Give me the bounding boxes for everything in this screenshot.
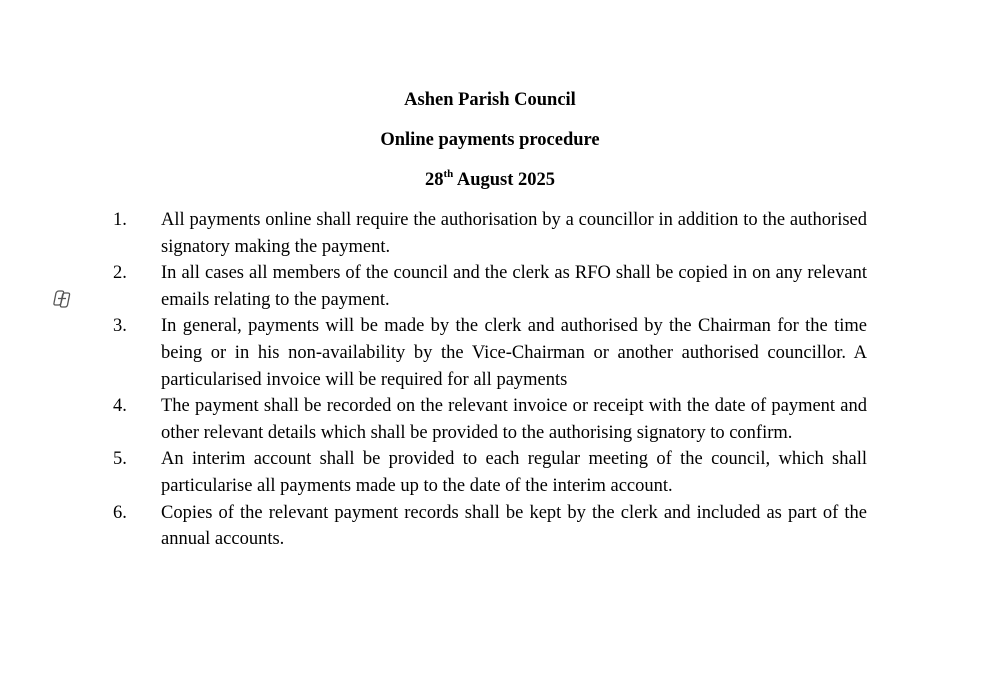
list-item bbox=[113, 207, 867, 260]
copilot-icon[interactable] bbox=[51, 289, 73, 309]
date-month-year: August 2025 bbox=[456, 170, 556, 190]
list-item-number: 2. bbox=[113, 263, 127, 284]
list-item-text: The payment shall be recorded on the relevant invoice or receipt with the date of payment and other relevant details which shall be provided to the authorising signatory to confirm. bbox=[161, 396, 867, 443]
list-item-text: Copies of the relevant payment records shall be kept by the clerk and included as part of the annual accounts. bbox=[161, 502, 867, 550]
list-item-number: 5. bbox=[113, 449, 127, 470]
list-item-text: In all cases all members of the council and the clerk as RFO shall be copied in on any relevant emails relating to the payment. bbox=[161, 263, 867, 310]
document-subtitle: Online payments procedure bbox=[380, 130, 600, 150]
list-item-text: In general, payments will be made by the clerk and authorised by the Chairman for the time being or in his non-availability by the Vice-Chairman or another authorised councillor. A particularised invoice will be required for all payments bbox=[161, 316, 867, 390]
list-item-text: All payments online shall require the authorisation by a councillor in addition to the authorised signatory making the payment. bbox=[161, 210, 867, 257]
document-date bbox=[0, 169, 980, 191]
list-item-number: 3. bbox=[113, 316, 127, 337]
date-day: 28 bbox=[424, 170, 444, 190]
list-item-number: 4. bbox=[113, 396, 127, 417]
list-item-number: 6. bbox=[113, 502, 127, 523]
procedure-list bbox=[113, 207, 867, 553]
date-ordinal-suffix: th bbox=[443, 167, 454, 180]
list-item bbox=[113, 446, 867, 499]
document-title: Ashen Parish Council bbox=[404, 90, 576, 110]
list-item-text: An interim account shall be provided to each regular meeting of the council, which shall particularise all payments made up to the date of the interim account. bbox=[161, 449, 867, 496]
list-item bbox=[113, 393, 867, 446]
list-item bbox=[113, 260, 867, 313]
list-item bbox=[113, 313, 867, 393]
list-item-number: 1. bbox=[113, 210, 127, 230]
list-item bbox=[113, 500, 867, 553]
